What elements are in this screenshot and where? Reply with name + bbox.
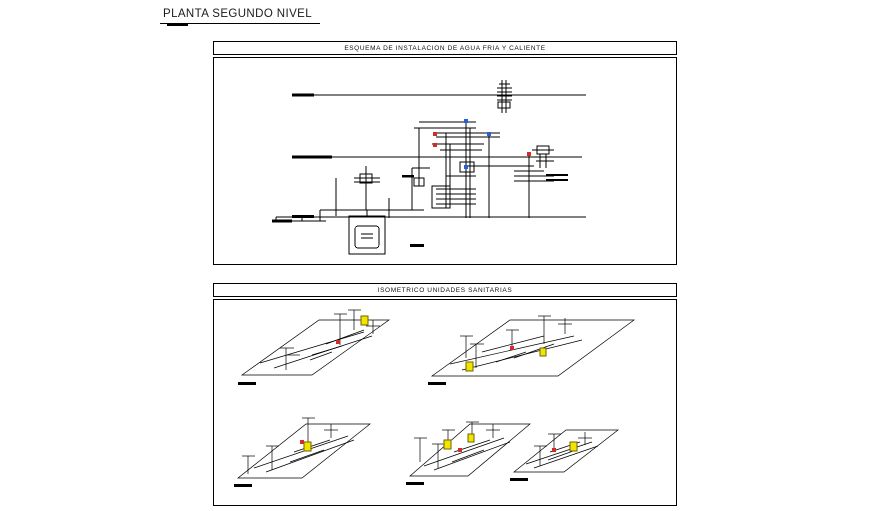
iso-unit-5 (510, 430, 618, 481)
panel-header-water-scheme (213, 41, 677, 55)
iso-unit-4 (406, 422, 530, 485)
isometric-units-diagram (214, 300, 676, 505)
title-tick-mark (167, 23, 188, 26)
panel-water-scheme (213, 57, 677, 265)
page-title: PLANTA SEGUNDO NIVEL (163, 8, 313, 20)
iso-unit-3 (234, 418, 370, 487)
iso-unit-2 (428, 316, 634, 385)
water-scheme-diagram (214, 58, 676, 264)
panel-isometric-units (213, 299, 677, 506)
panel-header-label: ESQUEMA DE INSTALACION DE AGUA FRIA Y CALIENTE (344, 44, 546, 52)
panel-header-label: ISOMETRICO UNIDADES SANITARIAS (377, 286, 513, 294)
panel-header-isometric (213, 283, 677, 297)
